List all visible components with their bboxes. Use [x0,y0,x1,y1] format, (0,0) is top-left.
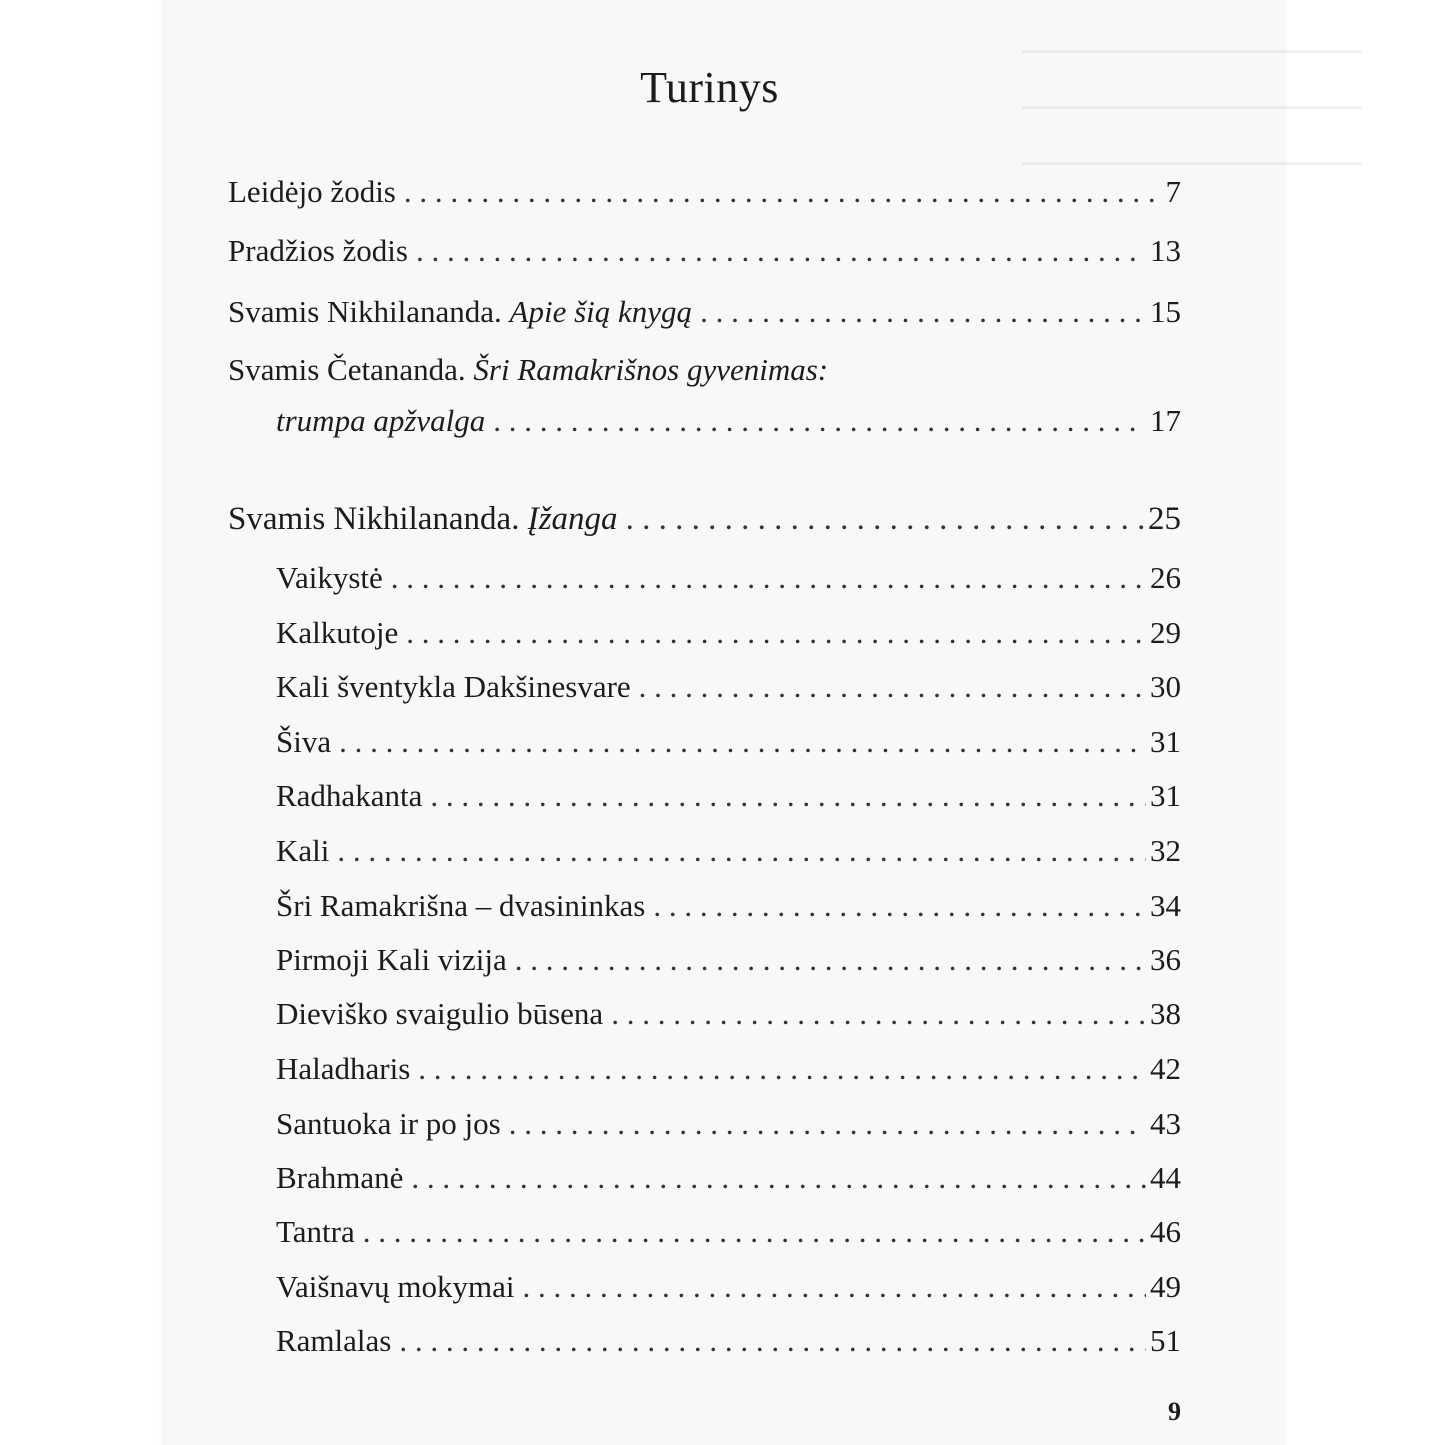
dot-leader [337,831,1146,871]
dot-leader [639,667,1146,707]
toc-entry-line2 [276,401,1181,441]
toc-entry-label: Pirmoji Kali vizija [276,942,507,977]
toc-entry-label: Vaikystė [276,560,383,595]
toc-page-number: 17 [1150,403,1181,438]
toc-subentry [276,1321,1181,1361]
toc-page-number: 51 [1150,1323,1181,1358]
toc-page-number: 31 [1150,778,1181,813]
toc-page-number: 49 [1150,1269,1181,1304]
toc-entry-label: Kalkutoje [276,615,399,650]
dot-leader [406,613,1146,653]
page-title: Turinys [640,63,779,112]
toc-subentry [276,776,1181,816]
toc-subentry [276,831,1181,871]
toc-subentry [276,886,1181,926]
dot-leader [339,722,1146,762]
toc-entry [228,292,1181,332]
toc-subentry [276,722,1181,762]
toc-entry-label: trumpa apžvalga [276,403,486,438]
dot-leader [509,1104,1146,1144]
dot-leader [399,1321,1146,1361]
toc-subentry [276,1049,1181,1089]
toc-subentry [276,1158,1181,1198]
dot-leader [411,1158,1146,1198]
dot-leader [416,231,1146,271]
toc-page-number: 15 [1150,294,1181,329]
toc-entry-label: Svamis Nikhilananda. Apie šią knygą [228,294,693,329]
toc-page-number: 26 [1150,560,1181,595]
toc-page-number: 46 [1150,1214,1181,1249]
dot-leader [430,776,1146,816]
toc-entry-label: Dieviško svaigulio būsena [276,996,604,1031]
toc-entry-label: Svamis Nikhilananda. Įžanga [228,501,618,537]
toc-entry-label: Pradžios žodis [228,233,408,268]
page-folio-number: 9 [1168,1397,1181,1426]
toc-page-number: 36 [1150,942,1181,977]
toc-entry-label: Šiva [276,724,332,759]
dot-leader [700,292,1146,332]
toc-subentry [276,1267,1181,1307]
toc-page-number: 13 [1150,233,1181,268]
dot-leader [611,994,1146,1034]
dot-leader [523,1267,1147,1307]
toc-page-number: 44 [1150,1160,1181,1195]
dot-leader [626,499,1144,539]
toc-subentry [276,667,1181,707]
dot-leader [391,558,1146,598]
book-page [162,0,1285,1445]
toc-entry-label: Haladharis [276,1051,411,1086]
toc-entry-label: Tantra [276,1214,355,1249]
toc-page-number: 38 [1150,996,1181,1031]
toc-entry-label: Šri Ramakrišna – dvasininkas [276,888,646,923]
toc-entry-label: Leidėjo žodis [228,174,396,209]
dot-leader [653,886,1146,926]
toc-entry-label: Radhakanta [276,778,423,813]
toc-entry-label: Ramlalas [276,1323,392,1358]
toc-subentry [276,613,1181,653]
toc-entry-label: Svamis Četananda. Šri Ramakrišnos gyvenimas: [228,352,829,387]
dot-leader [515,940,1146,980]
toc-entry-label: Brahmanė [276,1160,404,1195]
toc-entry [228,172,1181,212]
toc-page-number: 42 [1150,1051,1181,1086]
toc-page-number: 34 [1150,888,1181,923]
toc-page-number: 32 [1150,833,1181,868]
dot-leader [404,172,1162,212]
toc-subentry [276,558,1181,598]
toc-page-number: 31 [1150,724,1181,759]
toc-entry-label: Kali [276,833,330,868]
toc-page-number: 25 [1148,501,1181,537]
dot-leader [363,1212,1146,1252]
toc-entry-line1 [228,350,828,390]
toc-entry [228,231,1181,271]
toc-page-number: 29 [1150,615,1181,650]
toc-entry-label: Kali šventykla Dakšinesvare [276,669,631,704]
toc-subentry [276,1212,1181,1252]
toc-entry-label: Santuoka ir po jos [276,1106,501,1141]
toc-section-entry [228,499,1181,539]
dot-leader [493,401,1146,441]
dot-leader [418,1049,1146,1089]
toc-subentry [276,994,1181,1034]
toc-page-number: 43 [1150,1106,1181,1141]
toc-page-number: 30 [1150,669,1181,704]
toc-page-number: 7 [1165,174,1181,209]
toc-subentry [276,1104,1181,1144]
toc-subentry [276,940,1181,980]
toc-entry-label: Vaišnavų mokymai [276,1269,515,1304]
